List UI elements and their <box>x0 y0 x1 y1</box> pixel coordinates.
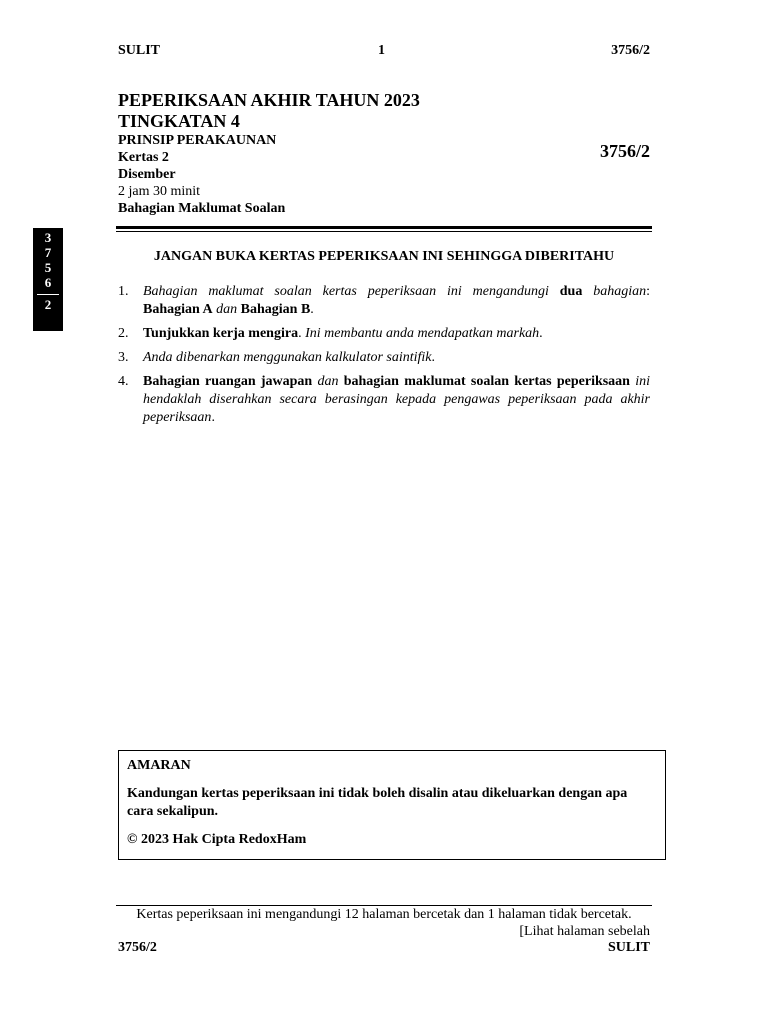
side-code-digit: 5 <box>44 260 52 275</box>
warning-heading: JANGAN BUKA KERTAS PEPERIKSAAN INI SEHINGGA DIBERITAHU <box>153 249 615 264</box>
side-code-digit: 3 <box>44 230 52 245</box>
paper-number: Kertas 2 <box>118 150 169 165</box>
exam-duration: 2 jam 30 minit <box>118 184 201 199</box>
instruction-text: Bahagian A <box>143 302 213 317</box>
instruction-number: 2. <box>118 326 129 341</box>
instruction-item <box>118 283 650 319</box>
instruction-number: 3. <box>118 350 129 365</box>
footer-classification: SULIT <box>607 940 650 955</box>
instructions-list <box>118 283 650 433</box>
header-classification: SULIT <box>118 43 161 58</box>
warning-box <box>118 750 666 860</box>
instruction-item <box>118 373 650 427</box>
exam-meta <box>118 132 285 217</box>
side-code-digit: 7 <box>44 245 52 260</box>
instruction-text: dan <box>312 374 344 389</box>
divider-thick <box>116 226 652 229</box>
turn-over-note: [Lihat halaman sebelah <box>519 924 650 939</box>
side-code-tab <box>33 228 63 331</box>
divider-thin <box>116 231 652 232</box>
instruction-text: Bahagian maklumat soalan kertas peperiksaan ini mengandungi <box>143 284 560 299</box>
exam-month: Disember <box>118 167 176 182</box>
instruction-text: Bahagian ruangan jawapan <box>143 374 313 389</box>
instruction-text: bahagian <box>582 284 647 299</box>
header-paper-code: 3756/2 <box>611 43 650 58</box>
instruction-item <box>118 325 650 343</box>
footer-divider <box>116 905 652 906</box>
form-level: TINGKATAN 4 <box>118 111 240 131</box>
footer-paper-code: 3756/2 <box>118 940 157 955</box>
instruction-text: . <box>211 410 215 425</box>
instruction-text: Ini membantu anda mendapatkan markah <box>305 326 540 341</box>
instruction-text: bahagian maklumat soalan kertas peperiksaan <box>343 374 630 389</box>
section-name: Bahagian Maklumat Soalan <box>118 201 286 216</box>
instruction-item <box>118 349 650 367</box>
subject-name: PRINSIP PERAKAUNAN <box>118 133 277 148</box>
page-count-note: Kertas peperiksaan ini mengandungi 12 halaman bercetak dan 1 halaman tidak bercetak. <box>136 907 632 922</box>
instruction-text: . <box>310 302 314 317</box>
instruction-text: Anda dibenarkan menggunakan kalkulator saintifik <box>143 350 432 365</box>
instruction-number: 1. <box>118 284 129 299</box>
instruction-text: . <box>298 326 306 341</box>
instruction-text: . <box>431 350 436 365</box>
instruction-text: Bahagian B <box>240 302 311 317</box>
instruction-text: dan <box>212 302 241 317</box>
header-page-number: 1 <box>378 43 385 58</box>
instruction-text: ini hendaklah diserahkan secara berasingan kepada pengawas peperiksaan pada akhir peperiksaan <box>143 374 651 425</box>
side-code-paper: 2 <box>44 297 52 312</box>
instruction-text: dua <box>559 284 583 299</box>
instruction-text: Tunjukkan kerja mengira <box>143 326 299 341</box>
instruction-text: . <box>539 326 543 341</box>
exam-title: PEPERIKSAAN AKHIR TAHUN 2023 <box>118 90 420 110</box>
side-code-divider <box>37 294 59 295</box>
instruction-text: : <box>646 284 650 299</box>
warning-title: AMARAN <box>127 758 191 773</box>
copyright-notice: © 2023 Hak Cipta RedoxHam <box>127 832 307 847</box>
side-code-digit: 6 <box>44 275 52 290</box>
instruction-number: 4. <box>118 374 129 389</box>
paper-code: 3756/2 <box>599 141 650 161</box>
warning-body: Kandungan kertas peperiksaan ini tidak boleh disalin atau dikeluarkan dengan apa cara sekalipun. <box>127 786 628 819</box>
